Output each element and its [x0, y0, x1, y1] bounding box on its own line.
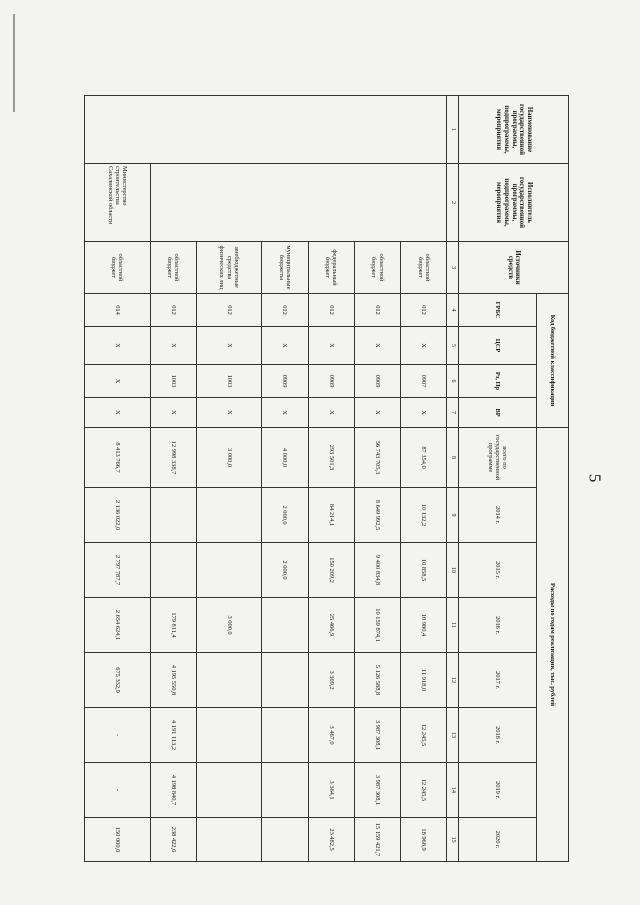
year-2018-cell: [262, 708, 308, 763]
total-cell: 56 743 705,3: [354, 428, 400, 488]
vr-cell: Х: [196, 398, 261, 428]
year-2016-cell: 2 654 624,1: [85, 598, 151, 653]
column-number: 7: [447, 398, 459, 428]
csr-cell: Х: [196, 327, 261, 365]
vr-cell: Х: [262, 398, 308, 428]
vr-cell: Х: [401, 398, 447, 428]
page-number: 5: [585, 473, 605, 483]
year-2017-cell: 5 126 588,8: [354, 653, 400, 708]
year-2019-cell: [196, 763, 261, 818]
column-number: 13: [447, 708, 459, 763]
total-cell: 4 000,0: [262, 428, 308, 488]
year-2015-cell: 9 400 834,8: [354, 543, 400, 598]
header-executor: Исполнитель государственной программы, подпрограммы, мероприятия: [459, 164, 569, 242]
csr-cell: Х: [354, 327, 400, 365]
total-cell: 12 998 338,7: [150, 428, 196, 488]
year-2019-cell: 3 364,1: [308, 763, 354, 818]
csr-cell: Х: [150, 327, 196, 365]
year-2018-cell: 3 987 308,1: [354, 708, 400, 763]
year-2019-cell: 3 987 308,1: [354, 763, 400, 818]
source-cell: областной бюджет: [354, 242, 400, 294]
year-2019-cell: 4 198 840,7: [150, 763, 196, 818]
year-2017-cell: [262, 653, 308, 708]
year-2018-cell: 3 467,0: [308, 708, 354, 763]
column-number-row: [447, 96, 459, 862]
header-total: всего по государственной программе: [459, 428, 536, 488]
grbs-cell: 012: [196, 294, 261, 327]
year-2014-cell: 8 649 992,5: [354, 488, 400, 543]
executor-cell: [150, 164, 447, 242]
csr-cell: Х: [85, 327, 151, 365]
year-2017-cell: [196, 653, 261, 708]
column-number: 15: [447, 818, 459, 862]
year-2018-cell: 4 191 113,2: [150, 708, 196, 763]
budget-table-frame: [84, 95, 569, 861]
year-2020-cell: 15 159 421,7: [354, 818, 400, 862]
year-2020-cell: 18 968,9: [401, 818, 447, 862]
source-cell: областной бюджет: [150, 242, 196, 294]
year-2019-cell: 12 245,5: [401, 763, 447, 818]
year-2015-cell: 2 797 787,7: [85, 543, 151, 598]
year-2016-cell: 179 811,4: [150, 598, 196, 653]
total-cell: 3 000,0: [196, 428, 261, 488]
column-number: 3: [447, 242, 459, 294]
year-2014-cell: 2 000,0: [262, 488, 308, 543]
column-number: 1: [447, 96, 459, 164]
year-2020-cell: [196, 818, 261, 862]
rzpr-cell: 1003: [150, 365, 196, 398]
vr-cell: Х: [354, 398, 400, 428]
year-2017-cell: 4 195 550,8: [150, 653, 196, 708]
year-2014-cell: [150, 488, 196, 543]
rzpr-cell: 0909: [262, 365, 308, 398]
column-number: 5: [447, 327, 459, 365]
year-2016-cell: [262, 598, 308, 653]
year-2020-cell: 238 422,6: [150, 818, 196, 862]
csr-cell: Х: [308, 327, 354, 365]
source-cell: федеральный бюджет: [308, 242, 354, 294]
year-2015-cell: 2 000,0: [262, 543, 308, 598]
year-2015-cell: 150 209,2: [308, 543, 354, 598]
budget-table-rotated: [84, 95, 569, 861]
total-cell: 8 413 766,7: [85, 428, 151, 488]
rzpr-cell: 1003: [196, 365, 261, 398]
header-sources: Источники средств: [459, 242, 569, 294]
column-number: 12: [447, 653, 459, 708]
header-year-2017: 2017 г.: [459, 653, 536, 708]
program-name-cell: [85, 96, 447, 164]
year-2017-cell: 11 918,0: [401, 653, 447, 708]
year-2020-cell: 150 000,0: [85, 818, 151, 862]
grbs-cell: 012: [262, 294, 308, 327]
header-year-2015: 2015 г.: [459, 543, 536, 598]
year-2018-cell: -: [85, 708, 151, 763]
csr-cell: Х: [262, 327, 308, 365]
year-2017-cell: 675 332,9: [85, 653, 151, 708]
header-year-2016: 2016 г.: [459, 598, 536, 653]
year-2018-cell: 12 245,5: [401, 708, 447, 763]
rzpr-cell: 0909: [308, 365, 354, 398]
year-2019-cell: -: [85, 763, 151, 818]
rzpr-cell: Х: [85, 365, 151, 398]
source-cell: областной бюджет: [401, 242, 447, 294]
header-year-2019: 2019 г.: [459, 763, 536, 818]
year-2016-cell: 25 466,9: [308, 598, 354, 653]
source-cell: внебюджетные средства физических лиц: [196, 242, 261, 294]
vr-cell: Х: [150, 398, 196, 428]
year-2016-cell: 3 000,0: [196, 598, 261, 653]
year-2020-cell: [262, 818, 308, 862]
year-2015-cell: 10 858,5: [401, 543, 447, 598]
vr-cell: Х: [85, 398, 151, 428]
source-cell: муниципальные бюджеты: [262, 242, 308, 294]
header-rzpr: Рз, Пр: [459, 365, 536, 398]
year-2018-cell: [196, 708, 261, 763]
total-cell: 293 501,3: [308, 428, 354, 488]
header-years-group: Расходы по годам реализации, тыс. рублей: [536, 428, 568, 862]
year-2020-cell: 23 482,5: [308, 818, 354, 862]
grbs-cell: 014: [85, 294, 151, 327]
year-2015-cell: [196, 543, 261, 598]
year-2016-cell: 10 159 874,1: [354, 598, 400, 653]
year-2015-cell: [150, 543, 196, 598]
year-2016-cell: 10 980,4: [401, 598, 447, 653]
executor-ministry-cell: Министерство строительства Сахалинской области: [85, 164, 151, 242]
header-year-2018: 2018 г.: [459, 708, 536, 763]
table-row-ministry: [85, 96, 151, 862]
header-program-name: Наименование государственной программы, подпрограммы, мероприятия: [459, 96, 569, 164]
header-vr: ВР: [459, 398, 536, 428]
header-budget-codes: Код бюджетной классификации: [536, 294, 568, 428]
scan-edge-mark: [13, 14, 15, 112]
column-number: 6: [447, 365, 459, 398]
grbs-cell: 012: [308, 294, 354, 327]
column-number: 4: [447, 294, 459, 327]
column-number: 9: [447, 488, 459, 543]
column-number: 11: [447, 598, 459, 653]
budget-table: [84, 95, 569, 862]
vr-cell: Х: [308, 398, 354, 428]
table-row: [401, 96, 447, 862]
header-year-2020: 2020 г.: [459, 818, 536, 862]
header-year-2014: 2014 г.: [459, 488, 536, 543]
column-number: 10: [447, 543, 459, 598]
header-grbs: ГРБС: [459, 294, 536, 327]
column-number: 8: [447, 428, 459, 488]
header-row-1: [536, 96, 568, 862]
total-cell: 87 354,0: [401, 428, 447, 488]
column-number: 14: [447, 763, 459, 818]
grbs-cell: 012: [354, 294, 400, 327]
year-2014-cell: 84 214,1: [308, 488, 354, 543]
column-number: 2: [447, 164, 459, 242]
source-cell: областной бюджет: [85, 242, 151, 294]
year-2019-cell: [262, 763, 308, 818]
header-csr: ЦСР: [459, 327, 536, 365]
csr-cell: Х: [401, 327, 447, 365]
rzpr-cell: 0909: [354, 365, 400, 398]
year-2014-cell: 10 132,2: [401, 488, 447, 543]
grbs-cell: 012: [401, 294, 447, 327]
rzpr-cell: 0907: [401, 365, 447, 398]
grbs-cell: 012: [150, 294, 196, 327]
year-2014-cell: 2 136 022,0: [85, 488, 151, 543]
year-2017-cell: 3 309,2: [308, 653, 354, 708]
year-2014-cell: [196, 488, 261, 543]
